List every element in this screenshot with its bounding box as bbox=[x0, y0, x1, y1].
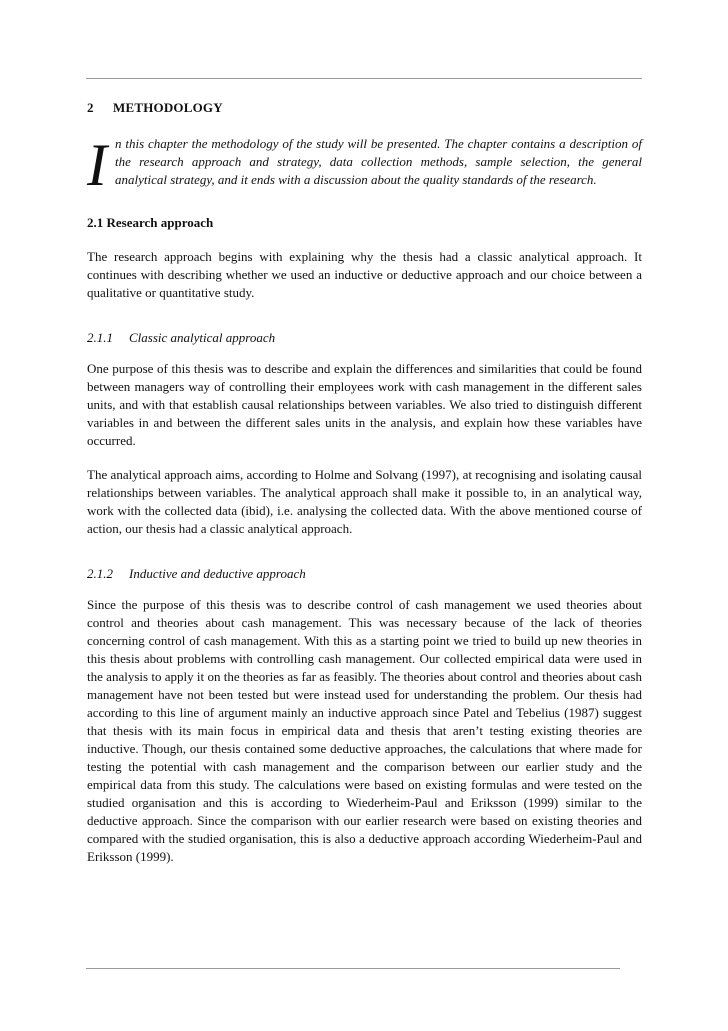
subsection-number: 2.1.2 bbox=[87, 566, 113, 581]
subsection-title: Classic analytical approach bbox=[129, 330, 276, 345]
header-rule bbox=[86, 78, 642, 79]
introduction-text: n this chapter the methodology of the study will be presented. The chapter contains a description of the research approach and strategy, data collection methods, sample selection, the general analytical strategy, and it ends with a discussion about the quality standards of the research. bbox=[114, 136, 642, 187]
section-heading-research-approach: 2.1 Research approach bbox=[87, 215, 214, 230]
chapter-heading bbox=[87, 100, 642, 116]
footer-rule bbox=[86, 968, 620, 969]
research-approach-paragraph: The research approach begins with explaining why the thesis had a classic analytical approach. It continues with describing whether we used an inductive or deductive approach and our choice between a qualitative or quantitative study. bbox=[87, 249, 642, 300]
inductive-deductive-paragraph: Since the purpose of this thesis was to describe control of cash management we used theories about control and theories about cash management. This was necessary because of the lack of theories concerning control of cash management. With this as a starting point we tried to build up new theories in this thesis about problems with controlling cash management. Our collected empirical data were used in the analysis to apply it on the theories as far as feasibly. The theories about control and theories about cash management have not been tested but were instead used for understanding the problem. Our thesis had according to this line of argument mainly an inductive approach since Patel and Tebelius (1987) suggest that thesis with its main focus in empirical data and thesis that aren’t testing existing theories are inductive. Though, our thesis contained some deductive approaches, the calculations that where made for testing the potential with cash management and the comparison between our earlier study and the empirical data from this study. The calculations were based on existing formulas and were tested on the studied organisation and this is according to Wiederheim-Paul and Eriksson (1999) similar to the deductive approach. Since the comparison with our earlier research were based on existing theories and compared with the studied organisation, this is also a deductive approach according Wiederheim-Paul and Eriksson (1999). bbox=[87, 597, 642, 864]
chapter-title: METHODOLOGY bbox=[113, 100, 223, 115]
subsection-heading-classic-analytical bbox=[87, 330, 642, 346]
chapter-number: 2 bbox=[87, 100, 94, 115]
drop-cap: I bbox=[87, 132, 107, 198]
page-content bbox=[87, 100, 642, 882]
classic-analytical-paragraph-1: One purpose of this thesis was to describe and explain the differences and similarities that could be found between managers way of controlling their employees work with cash management in the different sales units, and with that establish causal relationships between variables. We also tried to distinguish different variables in and between the different sales units in the analysis, and explain how these variables have occurred. bbox=[87, 361, 642, 448]
subsection-heading-inductive-deductive bbox=[87, 566, 642, 582]
subsection-title: Inductive and deductive approach bbox=[129, 566, 306, 581]
chapter-introduction bbox=[87, 132, 642, 198]
classic-analytical-paragraph-2: The analytical approach aims, according to Holme and Solvang (1997), at recognising and isolating causal relationships between variables. The analytical approach shall make it possible to, in an analytical way, work with the collected data (ibid), i.e. analysing the collected data. With the above mentioned course of action, our thesis had a classic analytical approach. bbox=[87, 467, 642, 536]
subsection-number: 2.1.1 bbox=[87, 330, 113, 345]
